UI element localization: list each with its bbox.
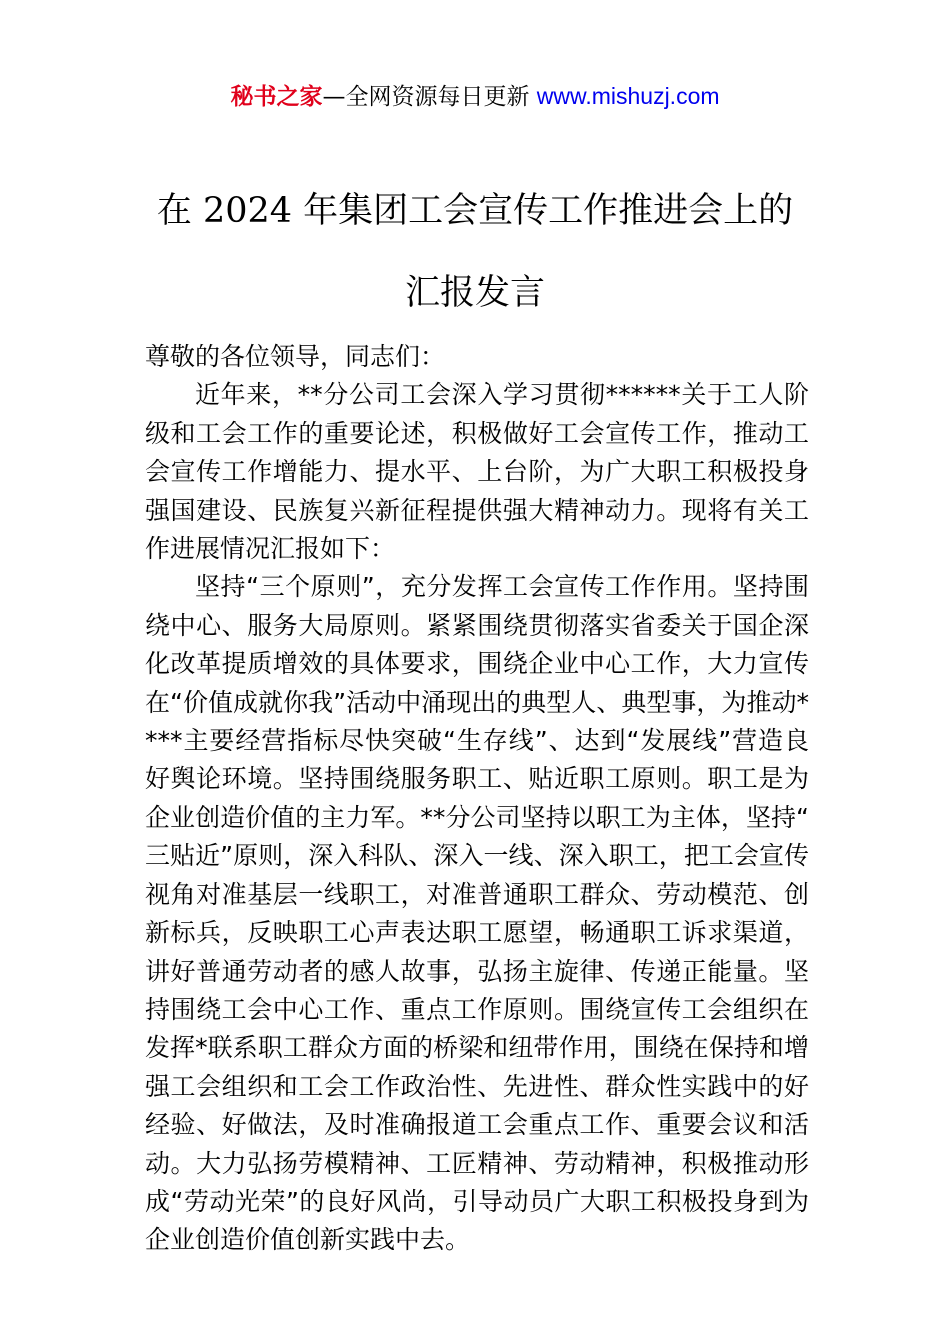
document-title — [0, 170, 950, 334]
site-brand: 秘书之家 — [230, 84, 323, 110]
site-tagline: —全网资源每日更新 — [322, 84, 530, 110]
title-line-1: 在 2024 年集团工会宣传工作推进会上的 — [156, 191, 794, 231]
site-url-link[interactable]: www.mishuzj.com — [536, 83, 720, 109]
document-body — [145, 338, 809, 1260]
title-line-2: 汇报发言 — [404, 273, 545, 313]
paragraph-three-principles: 坚持“三个原则”，充分发挥工会宣传工作作用。坚持围绕中心、服务大局原则。紧紧围绕贯彻落实省委关于国企深化改革提质增效的具体要求，围绕企业中心工作，大力宣传在“价值成就你我”活动中涌现出的典型人、典型事，为推动****主要经营指标尽快突破“生存线”、达到“发展线”营造良好舆论环境。坚持围绕服务职工、贴近职工原则。职工是为企业创造价值的主力军。**分公司坚持以职工为主体，坚持“三贴近”原则，深入科队、深入一线、深入职工，把工会宣传视角对准基层一线职工，对准普通职工群众、劳动模范、创新标兵，反映职工心声表达职工愿望，畅通职工诉求渠道，讲好普通劳动者的感人故事，弘扬主旋律、传递正能量。坚持围绕工会中心工作、重点工作原则。围绕宣传工会组织在发挥*联系职工群众方面的桥梁和纽带作用，围绕在保持和增强工会组织和工会工作政治性、先进性、群众性实践中的好经验、好做法，及时准确报道工会重点工作、重要会议和活动。大力弘扬劳模精神、工匠精神、劳动精神，积极推动形成“劳动光荣”的良好风尚，引导动员广大职工积极投身到为企业创造价值创新实践中去。 — [145, 572, 809, 1255]
paragraph-intro: 近年来，**分公司工会深入学习贯彻******关于工人阶级和工会工作的重要论述，积极做好工会宣传工作，推动工会宣传工作增能力、提水平、上台阶，为广大职工积极投身强国建设、民族复兴新征程提供强大精神动力。现将有关工作进展情况汇报如下： — [145, 380, 809, 564]
salutation: 尊敬的各位领导，同志们： — [145, 342, 446, 371]
site-header — [0, 80, 950, 113]
